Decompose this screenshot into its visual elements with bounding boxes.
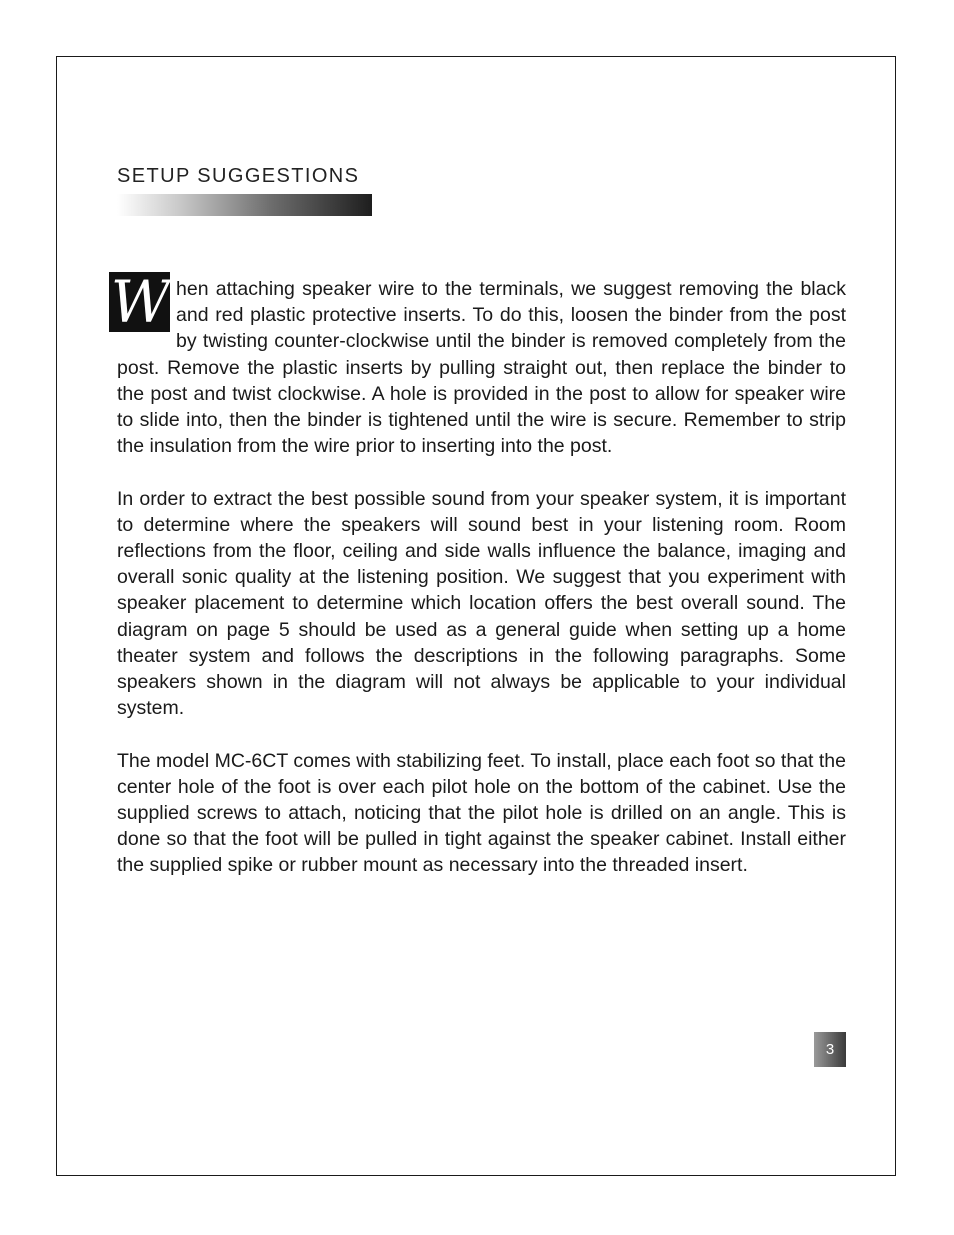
drop-cap: W: [110, 268, 169, 336]
paragraph-placement: In order to extract the best possible sound from your speaker system, it is important to determine where the speakers will sound best in your listening room. Room reflections from the floor, ceiling and side walls influence the balance, imaging and overall sonic quality at the listening position. We suggest that you experiment with speaker placement to determine which location offers the best overall sound. The diagram on page 5 should be used as a general guide when setting up a home theater system and follows the descriptions in the following paragraphs. Some speakers shown in the diagram will not always be applicable to your individual system.: [117, 487, 846, 720]
page-number: 3: [814, 1032, 846, 1067]
paragraph-text: hen attaching speaker wire to the terminals, we suggest removing the black and red plastic protective inserts. To do this, loosen the binder from the post by twisting counter-clockwise until the binder is removed completely from the post. Remove the plastic inserts by pulling straight out, then replace the binder to the post and twist clockwise. A hole is provided in the post to allow for speaker wire to slide into, then the binder is tightened until the wire is secure. Remember to strip the insulation from the wire prior to inserting into the post.: [117, 278, 846, 458]
paragraph-wire-attachment: [110, 268, 846, 459]
body-text: [110, 268, 846, 905]
title-gradient-bar: [117, 194, 372, 216]
paragraph-stabilizing-feet: The model MC-6CT comes with stabilizing feet. To install, place each foot so that the center hole of the foot is over each pilot hole on the bottom of the cabinet. Use the supplied screws to attach, noticing that the pilot hole is drilled on an angle. This is done so that the foot will be pulled in tight against the speaker cabinet. Install either the supplied spike or rubber mount as necessary into the threaded insert.: [117, 749, 846, 877]
section-title: SETUP SUGGESTIONS: [117, 165, 360, 187]
